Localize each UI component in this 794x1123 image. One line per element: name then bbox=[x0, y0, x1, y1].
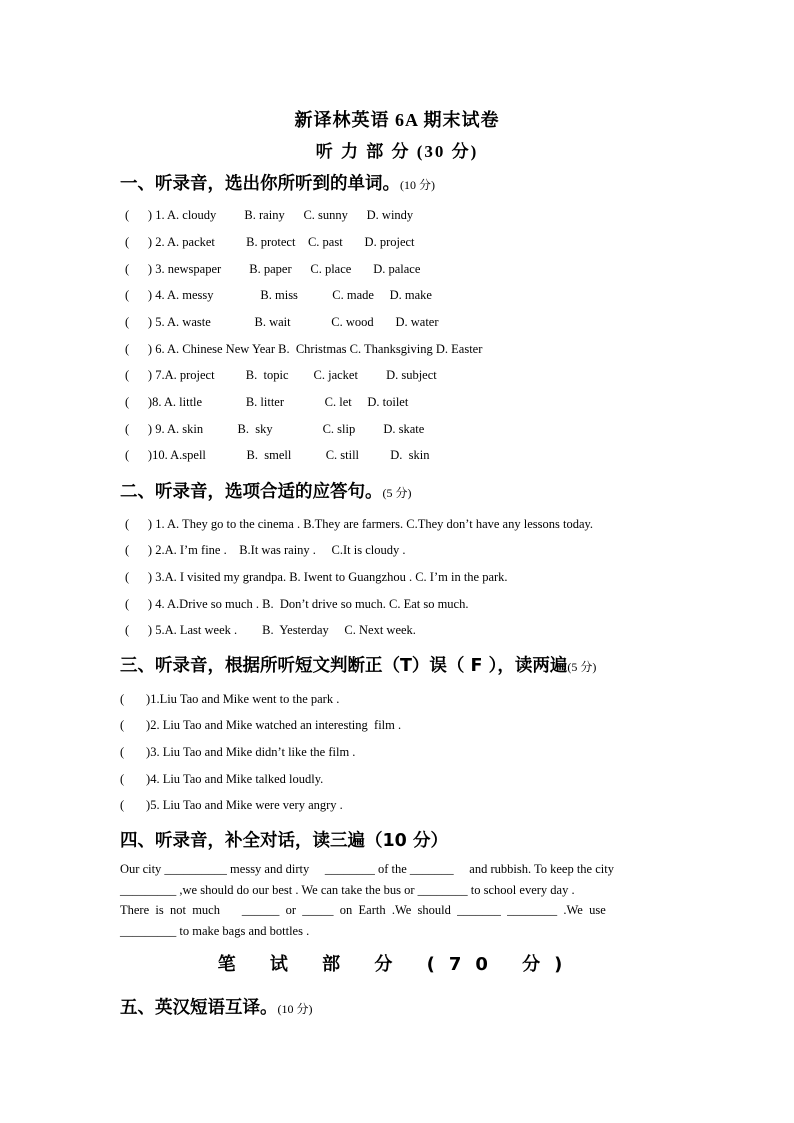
question-2-5: ( ) 5.A. Last week . B. Yesterday C. Next week. bbox=[125, 623, 416, 637]
question-2-2: ( ) 2.A. I’m fine . B.It was rainy . C.It is cloudy . bbox=[125, 543, 406, 557]
question-1-4: ( ) 4. A. messy B. miss C. made D. make bbox=[125, 288, 432, 302]
question-2-4: ( ) 4. A.Drive so much . B. Don’t drive so much. C. Eat so much. bbox=[125, 597, 469, 611]
section-1-points: (10 分) bbox=[400, 178, 435, 192]
section-3-points: (5 分) bbox=[567, 660, 597, 674]
question-1-10: ( )10. A.spell B. smell C. still D. skin bbox=[125, 448, 430, 462]
section-4-title: 四、听录音，补全对话，读三遍（10 分） bbox=[120, 831, 448, 851]
section-1-title: 一、听录音，选出你所听到的单词。 bbox=[120, 174, 400, 194]
section-3-title: 三、听录音，根据所听短文判断正（T）误（ F ），读两遍 bbox=[120, 656, 568, 676]
section-5-title: 五、英汉短语互译。 bbox=[120, 998, 278, 1018]
question-3-2: ( )2. Liu Tao and Mike watched an interesting film . bbox=[120, 718, 402, 732]
written-part-title: 笔 试 部 分 (70 分) bbox=[217, 954, 577, 975]
question-2-3: ( ) 3.A. I visited my grandpa. B. Iwent to Guangzhou . C. I’m in the park. bbox=[125, 570, 508, 584]
question-1-2: ( ) 2. A. packet B. protect C. past D. project bbox=[125, 235, 415, 249]
question-1-6: ( ) 6. A. Chinese New Year B. Christmas C. Thanksgiving D. Easter bbox=[125, 342, 483, 356]
passage-line-1: Our city __________ messy and dirty ________ of the _______ and rubbish. To keep the city bbox=[120, 862, 614, 876]
question-1-8: ( )8. A. little B. litter C. let D. toilet bbox=[125, 395, 409, 409]
listening-part-title: 听 力 部 分 (30 分) bbox=[315, 142, 479, 161]
section-1-heading bbox=[120, 170, 435, 195]
question-1-3: ( ) 3. newspaper B. paper C. place D. palace bbox=[125, 262, 421, 276]
section-5-points: (10 分) bbox=[277, 1002, 313, 1016]
question-1-1: ( ) 1. A. cloudy B. rainy C. sunny D. windy bbox=[125, 208, 414, 222]
question-1-9: ( ) 9. A. skin B. sky C. slip D. skate bbox=[125, 422, 425, 436]
passage-line-2: _________ ,we should do our best . We can take the bus or ________ to school every day . bbox=[120, 882, 575, 897]
section-2-points: (5 分) bbox=[382, 486, 412, 500]
question-3-1: ( )1.Liu Tao and Mike went to the park . bbox=[120, 692, 340, 706]
question-3-4: ( )4. Liu Tao and Mike talked loudly. bbox=[120, 772, 324, 786]
question-3-3: ( )3. Liu Tao and Mike didn’t like the film . bbox=[120, 745, 356, 759]
passage-line-3: There is not much ______ or _____ on Earth .We should _______ ________ .We use bbox=[120, 903, 606, 918]
section-2-heading bbox=[120, 478, 412, 503]
section-3-heading bbox=[120, 652, 596, 677]
section-2-title: 二、听录音，选项合适的应答句。 bbox=[120, 482, 383, 502]
question-1-7: ( ) 7.A. project B. topic C. jacket D. subject bbox=[125, 368, 437, 382]
question-1-5: ( ) 5. A. waste B. wait C. wood D. water bbox=[125, 315, 439, 329]
exam-title: 新译林英语 6A 期末试卷 bbox=[294, 110, 500, 130]
question-2-1: ( ) 1. A. They go to the cinema . B.They are farmers. C.They don’t have any lessons today. bbox=[125, 517, 594, 531]
section-5-heading bbox=[120, 994, 313, 1019]
section-4-heading bbox=[120, 827, 448, 852]
section-4-passage bbox=[120, 859, 676, 942]
passage-line-4: _________ to make bags and bottles . bbox=[120, 924, 310, 939]
question-3-5: ( )5. Liu Tao and Mike were very angry . bbox=[120, 798, 343, 812]
